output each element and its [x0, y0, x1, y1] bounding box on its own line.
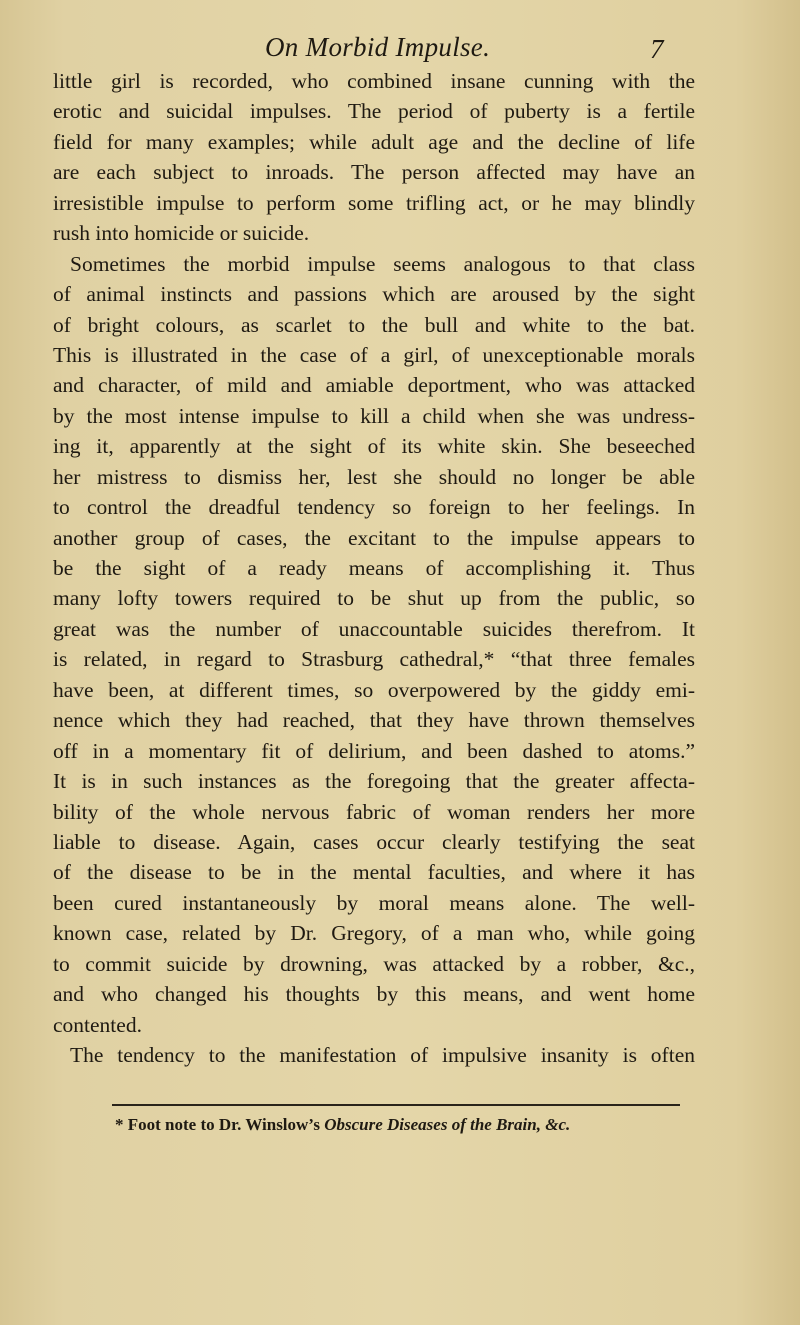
- text-line: erotic and suicidal impulses. The period of puberty is a fertile: [53, 99, 695, 124]
- text-line: been cured instantaneously by moral means alone. The well-: [53, 890, 695, 915]
- text-line: liable to disease. Again, cases occur clearly testifying the seat: [53, 829, 695, 854]
- text-line: This is illustrated in the case of a girl, of unexceptionable morals: [53, 342, 695, 367]
- page-header: [0, 24, 800, 64]
- text-line: by the most intense impulse to kill a child when she was undress-: [53, 403, 695, 428]
- text-line: another group of cases, the excitant to the impulse appears to: [53, 525, 695, 550]
- text-line: of bright colours, as scarlet to the bull and white to the bat.: [53, 312, 695, 337]
- text-line: great was the number of unaccountable suicides therefrom. It: [53, 616, 695, 641]
- text-line: be the sight of a ready means of accomplishing it. Thus: [53, 556, 695, 580]
- text-line: The tendency to the manifestation of impulsive insanity is often: [70, 1043, 695, 1067]
- running-title: On Morbid Impulse.: [265, 32, 491, 62]
- text-line: and character, of mild and amiable deportment, who was attacked: [53, 373, 695, 398]
- text-line: irresistible impulse to perform some trifling act, or he may blindly: [53, 190, 695, 215]
- text-line: little girl is recorded, who combined insane cunning with the: [53, 69, 695, 93]
- text-line: nence which they had reached, that they have thrown themselves: [53, 708, 695, 733]
- text-line: bility of the whole nervous fabric of woman renders her more: [53, 799, 695, 824]
- text-line: It is in such instances as the foregoing that the greater affecta-: [53, 769, 695, 794]
- text-line: of the disease to be in the mental faculties, and where it has: [53, 860, 695, 885]
- text-line: and who changed his thoughts by this means, and went home: [53, 982, 695, 1007]
- footnote-prefix: * Foot note to Dr. Winslow’s: [115, 1115, 325, 1134]
- text-line: to commit suicide by drowning, was attacked by a robber, &c.,: [53, 951, 695, 976]
- text-line: to control the dreadful tendency so foreign to her feelings. In: [53, 495, 695, 520]
- text-line: are each subject to inroads. The person affected may have an: [53, 160, 695, 185]
- text-line: ing it, apparently at the sight of its white skin. She beseeched: [53, 434, 695, 459]
- text-line: is related, in regard to Strasburg cathedral,* “that three females: [53, 647, 695, 672]
- body-text: [53, 66, 695, 1070]
- text-line: have been, at different times, so overpowered by the giddy emi-: [53, 677, 695, 702]
- text-line: of animal instincts and passions which are aroused by the sight: [53, 282, 695, 307]
- text-line: contented.: [53, 1012, 142, 1037]
- page-number: 7: [650, 34, 664, 64]
- footnote: [115, 1115, 715, 1135]
- text-line: rush into homicide or suicide.: [53, 221, 310, 246]
- text-line: field for many examples; while adult age and the decline of life: [53, 129, 695, 154]
- text-line: her mistress to dismiss her, lest she should no longer be able: [53, 464, 695, 489]
- text-line: known case, related by Dr. Gregory, of a man who, while going: [53, 921, 695, 946]
- text-line: off in a momentary fit of delirium, and been dashed to atoms.”: [53, 738, 695, 763]
- text-line: many lofty towers required to be shut up from the public, so: [53, 586, 695, 611]
- footnote-rule: [112, 1104, 680, 1106]
- footnote-title: Obscure Diseases of the Brain, &c.: [324, 1115, 571, 1134]
- text-line: Sometimes the morbid impulse seems analogous to that class: [70, 251, 695, 276]
